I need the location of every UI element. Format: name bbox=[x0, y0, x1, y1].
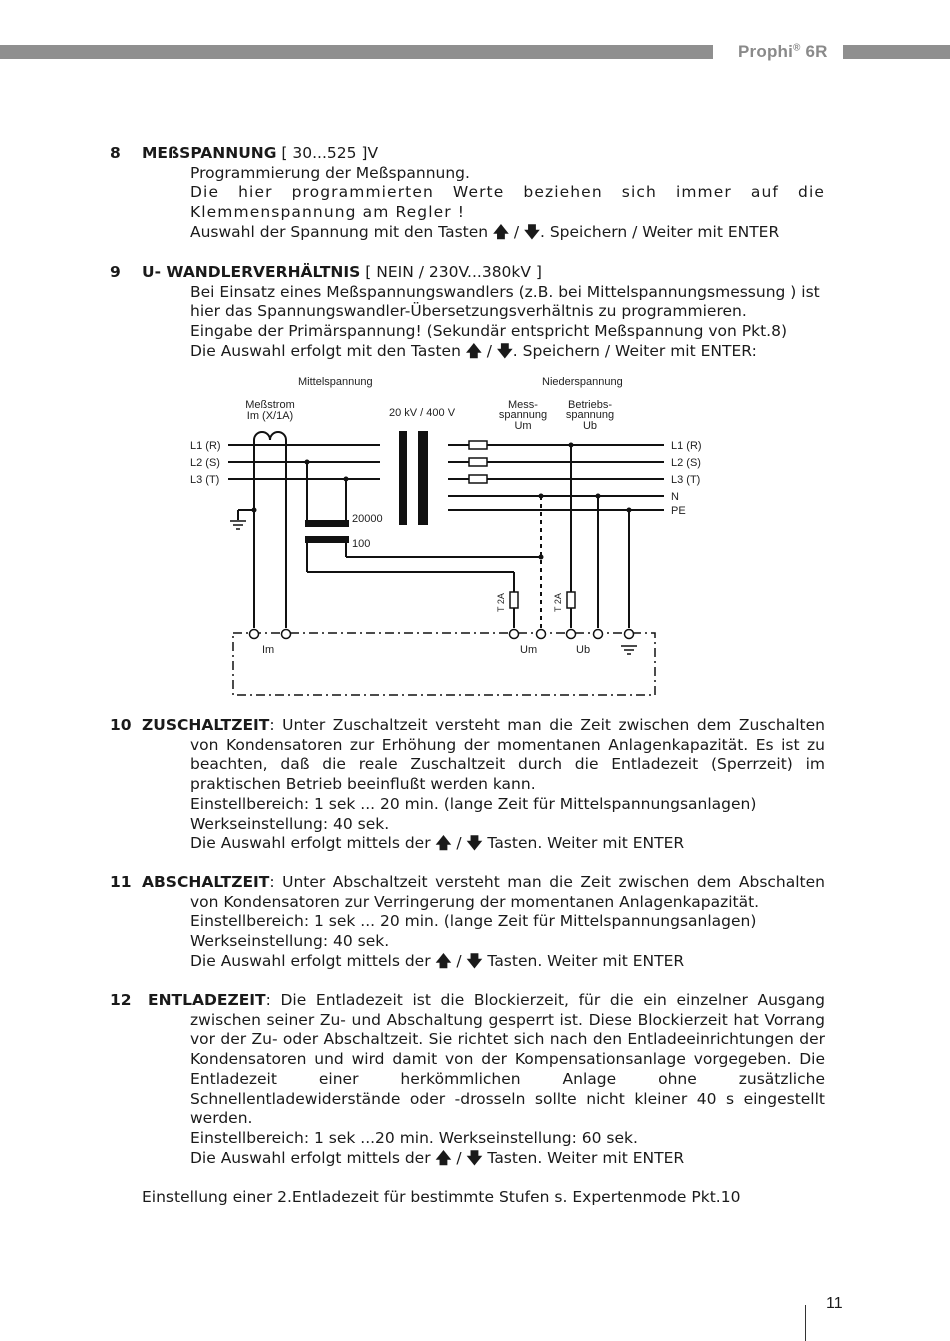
section-title: U- WANDLERVERHÄLTNIS bbox=[142, 263, 361, 281]
svg-text:spannung: spannung bbox=[565, 409, 615, 421]
down-arrow-icon: 🡇 bbox=[524, 222, 540, 241]
svg-text:Im (X/1A): Im (X/1A) bbox=[246, 410, 294, 422]
setting-range: Einstellbereich: 1 sek ... 20 min. (lange Zeit für Mittelspannungsanlagen) bbox=[190, 912, 757, 931]
section-10 bbox=[110, 716, 825, 854]
default-setting: Werkseinstellung: 40 sek. bbox=[190, 932, 390, 951]
paragraph: Die hier programmierten Werte beziehen sich immer auf die Klemmenspannung am Regler ! bbox=[190, 183, 825, 222]
section-9 bbox=[110, 263, 825, 362]
label-niederspannung: Niederspannung bbox=[542, 376, 623, 388]
header-bar-right bbox=[843, 45, 950, 59]
svg-text:L2 (S): L2 (S) bbox=[671, 457, 701, 469]
paragraph: Die Auswahl erfolgt mit den Tasten 🡅 / 🡇. Speichern / Weiter mit ENTER: bbox=[190, 341, 757, 360]
section-range: [ NEIN / 230V...380kV ] bbox=[360, 263, 542, 281]
section-text: 11 ABSCHALTZEIT: Unter Abschaltzeit versteht man die Zeit zwischen dem Abschalten von Kondensatoren zur Verringerung der momentanen Anlagenkapazität. bbox=[110, 873, 825, 911]
setting-range: Einstellbereich: 1 sek ... 20 min. (lange Zeit für Mittelspannungsanlagen) bbox=[190, 794, 757, 813]
svg-text:Ub: Ub bbox=[576, 644, 591, 656]
up-arrow-icon: 🡅 bbox=[465, 341, 482, 360]
section-11 bbox=[110, 873, 825, 972]
svg-text:Ub: Ub bbox=[582, 420, 598, 432]
footnote: Einstellung einer 2.Entladezeit für bestimmte Stufen s. Expertenmode Pkt.10 bbox=[142, 1188, 741, 1206]
section-12 bbox=[110, 991, 825, 1168]
svg-text:L2 (S): L2 (S) bbox=[190, 457, 220, 469]
header-title: Prophi® 6R bbox=[738, 42, 828, 61]
wiring-diagram bbox=[180, 368, 740, 703]
paragraph: Eingabe der Primärspannung! (Sekundär entspricht Meßspannung von Pkt.8) bbox=[190, 322, 788, 341]
section-number: 8 bbox=[110, 144, 121, 162]
down-arrow-icon: 🡇 bbox=[466, 834, 483, 853]
up-arrow-icon: 🡅 bbox=[435, 834, 452, 853]
section-title: ENTLADEZEIT bbox=[148, 991, 266, 1009]
svg-text:L3 (T): L3 (T) bbox=[671, 474, 701, 486]
svg-text:L3 (T): L3 (T) bbox=[190, 474, 220, 486]
page-divider bbox=[805, 1305, 806, 1341]
section-8 bbox=[110, 144, 825, 243]
paragraph: Bei Einsatz eines Meßspannungswandlers (z.B. bei Mittelspannungsmessung ) ist hier das Spannungswandler-Übersetzungsverhältnis zu programmieren. bbox=[190, 282, 820, 321]
svg-text:L1 (R): L1 (R) bbox=[671, 440, 702, 452]
label-trafo: 20 kV / 400 V bbox=[389, 407, 456, 419]
header-bar-left bbox=[0, 45, 713, 59]
section-range: [ 30...525 ]V bbox=[276, 144, 379, 162]
svg-text:Betriebs-: Betriebs- bbox=[567, 399, 613, 411]
svg-text:Um: Um bbox=[520, 644, 538, 656]
up-arrow-icon: 🡅 bbox=[493, 222, 509, 241]
section-number: 9 bbox=[110, 263, 121, 281]
svg-text:N: N bbox=[671, 491, 679, 503]
default-setting: Werkseinstellung: 40 sek. bbox=[190, 814, 390, 833]
section-title: MEßSPANNUNG bbox=[142, 144, 277, 162]
svg-text:Mess-: Mess- bbox=[508, 399, 538, 411]
svg-text:PE: PE bbox=[671, 505, 686, 517]
up-arrow-icon: 🡅 bbox=[435, 1148, 452, 1167]
svg-text:100: 100 bbox=[352, 538, 371, 550]
down-arrow-icon: 🡇 bbox=[496, 341, 513, 360]
section-title: ZUSCHALTZEIT bbox=[142, 716, 270, 734]
down-arrow-icon: 🡇 bbox=[466, 1148, 483, 1167]
paragraph: Programmierung der Meßspannung. bbox=[190, 163, 470, 182]
paragraph: Die Auswahl erfolgt mittels der 🡅 / 🡇 Tasten. Weiter mit ENTER bbox=[190, 1148, 685, 1167]
svg-text:20000: 20000 bbox=[352, 513, 383, 525]
setting-range: Einstellbereich: 1 sek ...20 min. Werkseinstellung: 60 sek. bbox=[190, 1128, 638, 1147]
svg-text:Im: Im bbox=[262, 644, 275, 656]
paragraph: Auswahl der Spannung mit den Tasten 🡅 / 🡇. Speichern / Weiter mit ENTER bbox=[190, 222, 780, 241]
paragraph: Die Auswahl erfolgt mittels der 🡅 / 🡇 Tasten. Weiter mit ENTER bbox=[190, 951, 685, 970]
up-arrow-icon: 🡅 bbox=[435, 951, 452, 970]
down-arrow-icon: 🡇 bbox=[466, 951, 483, 970]
page-number: 11 bbox=[826, 1295, 843, 1312]
section-text: 10 ZUSCHALTZEIT: Unter Zuschaltzeit versteht man die Zeit zwischen dem Zuschalten von Kondensatoren zur Erhöhung der momentanen Anlagenkapazität. Es ist zu beachten, daß die reale Zuschaltzeit durch die Entladezeit (Sperrzeit) im praktischen Betrieb beeinflußt werden kann. bbox=[110, 716, 825, 794]
svg-text:T 2A: T 2A bbox=[553, 593, 563, 612]
paragraph: Die Auswahl erfolgt mittels der 🡅 / 🡇 Tasten. Weiter mit ENTER bbox=[190, 834, 685, 853]
section-title: ABSCHALTZEIT bbox=[142, 873, 270, 891]
svg-text:L1 (R): L1 (R) bbox=[190, 440, 221, 452]
svg-text:Um: Um bbox=[514, 420, 532, 432]
svg-text:spannung: spannung bbox=[498, 409, 548, 421]
svg-text:Meßstrom: Meßstrom bbox=[245, 399, 295, 411]
section-text: 12 ENTLADEZEIT: Die Entladezeit ist die Blockierzeit, für die ein einzelner Ausgang zwischen seiner Zu- und Abschaltung gesperrt ist. Diese Blockierzeit hat Vorrang vor der Zu- oder Abschaltzeit. Sie richtet sich nach den Entladeeinrichtungen der Kondensatoren und wird damit von der Kompensationsanlage vorgegeben. Die Entladezeit einer herkömmlichen Anlage ohne zusätzliche Schnellentladewiderstände oder -drosseln sollte nicht kleiner 40 s eingestellt werden. bbox=[110, 991, 825, 1128]
svg-text:T 2A: T 2A bbox=[496, 593, 506, 612]
label-mittelspannung: Mittelspannung bbox=[298, 376, 373, 388]
